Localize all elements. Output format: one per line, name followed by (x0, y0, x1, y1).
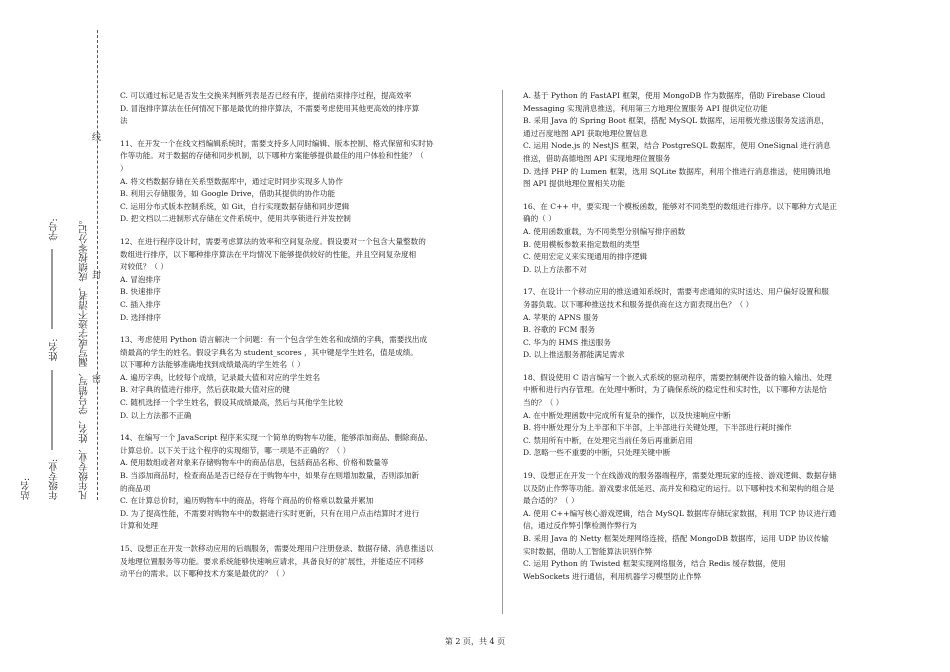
text-line: D. 以上方法都不正确 (120, 410, 192, 420)
text-line: B. 快速排序 (120, 287, 161, 297)
text-line: B. 将中断处理分为上半部和下半部，上半部进行关键处理，下半部进行耗时操作 (523, 423, 792, 433)
text-line: C. 华为的 HMS 推送服务 (523, 337, 611, 347)
right-column (523, 90, 891, 583)
text-line: A. 苹果的 APNS 服务 (523, 312, 599, 322)
line-gap (523, 276, 891, 286)
name-underline (52, 250, 53, 330)
text-line: 计算总价。以下关于这个程序的实现细节，哪一项是不正确的？（ ） (120, 445, 351, 455)
line-gap (120, 422, 482, 432)
text-line: 及地理位置服务等功能。要求系统能够快速响应请求，具备良好的扩展性，并能适应不同移 (120, 556, 424, 566)
text-line: B. 采用 Java 的 Netty 框架处理网络连接，搭配 MongoDB 数据库，运用 UDP 协议传输 (523, 534, 829, 543)
text-line: Messaging 实现消息推送，利用第三方地理位置服务 API 提供定位功能 (523, 103, 768, 113)
text-line: D. 选择 PHP 的 Lumen 框架，选用 SQLite 数据库，利用个推进行消息推送，使用腾讯地 (523, 166, 831, 176)
text-line: 实时数据，借助人工智能算法识别作弊 (523, 546, 653, 556)
text-line: 对较低？（ ） (120, 262, 168, 272)
text-line: A. 使用函数重载，为不同类型分别编写排序函数 (523, 226, 686, 236)
text-line: C. 插入排序 (120, 299, 161, 309)
text-line: 16、在 C++ 中，要实现一个模板函数，能够对不同类型的数组进行排序。以下哪种方式是正 (523, 201, 837, 211)
text-line: B. 利用云存储服务，如 Google Drive，借助其提供的协作功能 (120, 189, 336, 199)
text-line: A. 基于 Python 的 FastAPI 框架，使用 MongoDB 作为数据库，借助 Firebase Cloud (523, 91, 826, 100)
text-line: 数组进行排序，以下哪种排序算法在平均情况下能够提供较好的性能，并且空间复杂度相 (120, 249, 417, 259)
text-line: 图 API 提供地理位置相关功能 (523, 179, 625, 189)
text-line: B. 采用 Java 的 Spring Boot 框架，搭配 MySQL 数据库，运用极光推送服务发送消息， (523, 116, 829, 126)
text-line: WebSockets 进行通信，利用机器学习模型防止作弊 (523, 571, 702, 581)
cut-word-3: 密 (92, 375, 102, 385)
binding-exam-site (22, 30, 32, 500)
text-line: C. 在计算总价时，遍历购物车中的商品，将每个商品的价格乘以数量并累加 (120, 496, 374, 506)
student-id-label: 学号: (49, 218, 60, 241)
text-line: D. 选择排序 (120, 312, 162, 322)
text-line: 19、设想正在开发一个在线游戏的服务器端程序，需要处理玩家的连接、游戏逻辑、数据存储 (523, 471, 837, 481)
text-line: 17、在设计一个移动应用的推送通知系统时，需要考虑通知的实时送达、用户偏好设置和服 (523, 287, 829, 297)
line-gap (523, 460, 891, 470)
text-line: 当的？（ ） (523, 398, 564, 408)
text-line: 法 (120, 116, 128, 126)
binding-notice (80, 30, 90, 500)
text-line: C. 随机选择一个学生姓名，假设其成绩最高，然后与其他学生比较 (120, 398, 343, 408)
text-line: C. 可以通过标记是否发生交换来判断列表是否已经有序，提前结束排序过程，提高效率 (120, 91, 412, 100)
text-line: C. 运用分布式版本控制系统，如 Git，自行实现数据存储和同步逻辑 (120, 201, 350, 211)
line-gap (120, 128, 482, 138)
text-line: D. 以上方法都不对 (523, 264, 587, 274)
cut-word-2: 封 (92, 271, 102, 281)
page-footer (0, 636, 950, 647)
text-line: B. 谷歌的 FCM 服务 (523, 325, 596, 335)
text-line: 计算和处理 (120, 521, 158, 531)
text-line: 推送，借助高德地图 API 实现地理位置服务 (523, 153, 671, 163)
exam-site-label: 站名: (21, 477, 32, 500)
text-line: 中断和进行内存管理。在处理中断时，为了确保系统的稳定性和实时性，以下哪种方法是恰 (523, 385, 827, 395)
text-line: 15、设想正在开发一款移动应用的后端服务，需要处理用户注册登录、数据存储、消息推送以 (120, 544, 434, 553)
grade-major-underline (52, 370, 53, 450)
text-line: 务器负载。以下哪种推送技术和服务提供商在这方面表现出色？（ ） (523, 299, 754, 309)
binding-notice-text: 凡年级专业、姓名、学号错写、漏写或字迹不清者，成绩按零分记。 (79, 215, 90, 500)
text-line: 动平台的需求。以下哪种技术方案是最优的？（ ） (120, 569, 290, 579)
text-line: 以及防止作弊等功能。游戏要求低延迟、高并发和稳定的运行。以下哪种技术和架构的组合是 (523, 483, 835, 493)
column-divider (502, 90, 503, 614)
text-line: 以下哪种方法能够准确地找到成绩最高的学生姓名（ ） (120, 360, 305, 370)
text-line: D. 以上推送服务都能满足需求 (523, 350, 625, 360)
text-line: 确的（ ） (523, 214, 556, 224)
page-number: 第 2 页，共 4 页 (444, 637, 506, 646)
text-line: 18、假设使用 C 语言编写一个嵌入式系统的驱动程序，需要控制硬件设备的输入输出、处理 (523, 372, 832, 382)
line-gap (120, 533, 482, 543)
text-line: C. 禁用所有中断，在处理完当前任务后再重新启用 (523, 435, 693, 445)
line-gap (120, 324, 482, 334)
seal-cut-line (97, 30, 98, 500)
text-line: B. 使用模板参数来指定数组的类型 (523, 239, 640, 249)
text-line: D. 把文档以二进制形式存储在文件系统中，使用共享锁进行并发控制 (120, 214, 351, 224)
binding-fields (50, 30, 60, 500)
cut-word-1: 线 (92, 133, 102, 143)
text-line: D. 为了提高性能，不需要对购物车中的数据进行实时更新，只有在用户点击结算时才进行 (120, 508, 420, 518)
text-line: A. 使用数组或者对象来存储购物车中的商品信息，包括商品名称、价格和数量等 (120, 458, 389, 468)
text-line: 作等功能。对于数据的存储和同步机制，以下哪种方案能够提供最佳的用户体验和性能？（ (120, 151, 424, 161)
text-line: A. 将文档数据存储在关系型数据库中，通过定时同步实现多人协作 (120, 176, 343, 186)
text-line: B. 对字典的值进行排序，然后获取最大值对应的键 (120, 385, 290, 395)
text-line: 13、考虑使用 Python 语言解决一个问题：有一个包含学生姓名和成绩的字典，需要找出成 (120, 335, 428, 345)
line-gap (120, 226, 482, 236)
left-column (120, 90, 482, 581)
text-line: A. 冒泡排序 (120, 274, 161, 284)
text-line: 的商品项 (120, 483, 151, 493)
text-line: 绩最高的学生的姓名。假设字典名为 student_scores ，其中键是学生姓名，值是成绩。 (120, 347, 418, 357)
name-label: 姓名: (49, 338, 60, 361)
text-line: 通过百度地图 API 获取地理位置信息 (523, 128, 648, 138)
text-line: 最合适的？（ ） (523, 496, 579, 506)
text-line: C. 运用 Python 的 Twisted 框架实现网络服务，结合 Redis 缓存数据，使用 (523, 559, 786, 569)
text-line: D. 冒泡排序算法在任何情况下都是最优的排序算法，不需要考虑使用其他更高效的排序算 (120, 103, 420, 113)
text-line: 12、在进行程序设计时，需要考虑算法的效率和空间复杂度。假设要对一个包含大量整数的 (120, 236, 426, 246)
line-gap (523, 191, 891, 201)
text-line: C. 使用宏定义来实现通用的排序逻辑 (523, 252, 648, 262)
text-line: A. 使用 C++编写核心游戏逻辑，结合 MySQL 数据库存储玩家数据，利用 TCP 协议进行通 (523, 508, 837, 518)
grade-major-label: 年级专业: (49, 458, 60, 500)
text-line: C. 运用 Node.js 的 NestJS 框架，结合 PostgreSQL 数据库，使用 OneSignal 进行消息 (523, 141, 831, 151)
text-line: 信，通过反作弊引擎检测作弊行为 (523, 521, 637, 531)
binding-margin (0, 0, 108, 672)
text-line: A. 在中断处理函数中完成所有复杂的操作，以及快速响应中断 (523, 410, 731, 420)
text-line: A. 遍历字典，比较每个成绩，记录最大值和对应的学生姓名 (120, 372, 321, 382)
text-line: D. 忽略一些不重要的中断，只处理关键中断 (523, 448, 671, 458)
line-gap (523, 362, 891, 372)
text-line: ） (120, 163, 128, 173)
text-line: 14、在编写一个 JavaScript 程序来实现一个简单的购物车功能，能够添加商品、删除商品、 (120, 433, 433, 443)
text-line: B. 当添加商品时，检查商品是否已经存在于购物车中，如果存在则增加数量，否则添加新 (120, 471, 419, 481)
text-line: 11、在开发一个在线文档编辑系统时，需要支持多人同时编辑、版本控制、格式保留和实时协 (120, 138, 434, 148)
